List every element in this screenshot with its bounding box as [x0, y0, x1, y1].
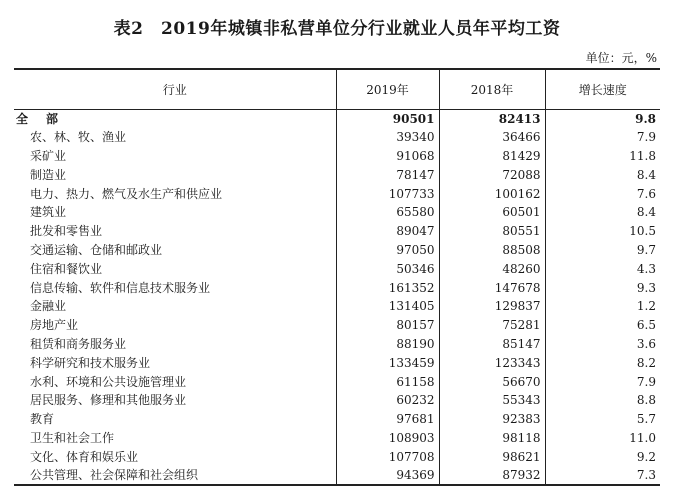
growth-cell: 1.2: [545, 297, 660, 316]
wage-2019-cell: 97681: [336, 410, 439, 429]
growth-cell: 7.9: [545, 372, 660, 391]
table-row: [14, 391, 660, 410]
industry-cell: 水利、环境和公共设施管理业: [30, 374, 187, 389]
wage-2018-cell: 36466: [439, 128, 545, 147]
industry-cell: 制造业: [30, 167, 67, 182]
wage-2018-cell: 75281: [439, 316, 545, 335]
growth-cell: 11.0: [545, 429, 660, 448]
wage-2019-cell: 94369: [336, 466, 439, 485]
table-row: [14, 429, 660, 448]
industry-cell: 房地产业: [30, 318, 79, 333]
wage-2019-cell: 78147: [336, 165, 439, 184]
growth-cell: 7.3: [545, 466, 660, 485]
industry-cell: 文化、体育和娱乐业: [30, 449, 139, 464]
unit-note: 单位：元，%: [585, 51, 657, 65]
industry-cell: 教育: [30, 412, 55, 427]
wage-2018-cell: 48260: [439, 259, 545, 278]
table-title: 表2 2019年城镇非私营单位分行业就业人员年平均工资: [113, 19, 561, 39]
wage-2019-cell: 50346: [336, 259, 439, 278]
growth-cell: 10.5: [545, 222, 660, 241]
industry-cell: 农、林、牧、渔业: [30, 130, 127, 145]
column-header-2019: 2019年: [336, 69, 439, 109]
table-row: [14, 410, 660, 429]
column-header-2018: 2018年: [439, 69, 545, 109]
growth-cell: 7.6: [545, 184, 660, 203]
wage-2018-cell: 80551: [439, 222, 545, 241]
table-row: [14, 128, 660, 147]
wage-table: [14, 68, 660, 486]
wage-2018-cell: 129837: [439, 297, 545, 316]
growth-cell: 9.7: [545, 241, 660, 260]
wage-2019-cell: 107733: [336, 184, 439, 203]
total-row: [14, 109, 660, 128]
column-header-industry: 行业: [14, 69, 336, 109]
table-row: [14, 316, 660, 335]
growth-cell: 3.6: [545, 335, 660, 354]
table-row: [14, 165, 660, 184]
industry-cell: 采矿业: [30, 148, 67, 163]
wage-2018-cell: 55343: [439, 391, 545, 410]
wage-2018-cell: 87932: [439, 466, 545, 485]
growth-cell: 11.8: [545, 147, 660, 166]
table-row: [14, 447, 660, 466]
wage-2018-cell: 81429: [439, 147, 545, 166]
wage-2019-cell: 108903: [336, 429, 439, 448]
wage-2018-cell: 56670: [439, 372, 545, 391]
wage-2019-cell: 80157: [336, 316, 439, 335]
growth-cell: 8.4: [545, 165, 660, 184]
industry-cell: 电力、热力、燃气及水生产和供应业: [30, 186, 223, 201]
wage-2018-cell: 60501: [439, 203, 545, 222]
wage-2018-cell: 82413: [439, 109, 545, 128]
industry-cell: 交通运输、仓储和邮政业: [30, 242, 163, 257]
wage-2019-cell: 133459: [336, 353, 439, 372]
growth-cell: 8.4: [545, 203, 660, 222]
wage-2018-cell: 85147: [439, 335, 545, 354]
wage-2019-cell: 60232: [336, 391, 439, 410]
table-row: [14, 297, 660, 316]
wage-2018-cell: 100162: [439, 184, 545, 203]
table-row: [14, 278, 660, 297]
wage-2018-cell: 88508: [439, 241, 545, 260]
wage-2019-cell: 161352: [336, 278, 439, 297]
wage-2019-cell: 88190: [336, 335, 439, 354]
wage-2018-cell: 72088: [439, 165, 545, 184]
table-row: [14, 203, 660, 222]
growth-cell: 5.7: [545, 410, 660, 429]
growth-cell: 6.5: [545, 316, 660, 335]
wage-2018-cell: 123343: [439, 353, 545, 372]
wage-2019-cell: 90501: [336, 109, 439, 128]
wage-2018-cell: 92383: [439, 410, 545, 429]
growth-cell: 8.8: [545, 391, 660, 410]
industry-cell: 租赁和商务服务业: [30, 336, 127, 351]
wage-2019-cell: 91068: [336, 147, 439, 166]
table-row: [14, 259, 660, 278]
table-row: [14, 222, 660, 241]
wage-2019-cell: 131405: [336, 297, 439, 316]
table-row: [14, 335, 660, 354]
growth-cell: 4.3: [545, 259, 660, 278]
table-row: [14, 241, 660, 260]
table-row: [14, 372, 660, 391]
industry-cell: 居民服务、修理和其他服务业: [30, 393, 187, 408]
growth-cell: 9.2: [545, 447, 660, 466]
wage-2019-cell: 65580: [336, 203, 439, 222]
industry-cell: 批发和零售业: [30, 224, 103, 239]
growth-cell: 7.9: [545, 128, 660, 147]
wage-2019-cell: 39340: [336, 128, 439, 147]
table-row: [14, 466, 660, 485]
wage-2018-cell: 98118: [439, 429, 545, 448]
table-row: [14, 184, 660, 203]
growth-cell: 9.3: [545, 278, 660, 297]
header-row: [14, 69, 660, 109]
column-header-growth: 增长速度: [545, 69, 660, 109]
industry-cell: 信息传输、软件和信息技术服务业: [30, 280, 211, 295]
wage-2018-cell: 98621: [439, 447, 545, 466]
industry-cell: 住宿和餐饮业: [30, 261, 103, 276]
wage-2019-cell: 89047: [336, 222, 439, 241]
industry-cell: 金融业: [30, 299, 67, 314]
industry-cell: 建筑业: [30, 205, 67, 220]
table-row: [14, 353, 660, 372]
industry-cell: 卫生和社会工作: [30, 430, 115, 445]
growth-cell: 9.8: [545, 109, 660, 128]
wage-2019-cell: 97050: [336, 241, 439, 260]
industry-cell: 全 部: [16, 111, 62, 126]
growth-cell: 8.2: [545, 353, 660, 372]
industry-cell: 科学研究和技术服务业: [30, 355, 151, 370]
industry-cell: 公共管理、社会保障和社会组织: [14, 466, 336, 485]
wage-2019-cell: 61158: [336, 372, 439, 391]
wage-2019-cell: 107708: [336, 447, 439, 466]
table-body: [14, 109, 660, 485]
table-row: [14, 147, 660, 166]
wage-2018-cell: 147678: [439, 278, 545, 297]
